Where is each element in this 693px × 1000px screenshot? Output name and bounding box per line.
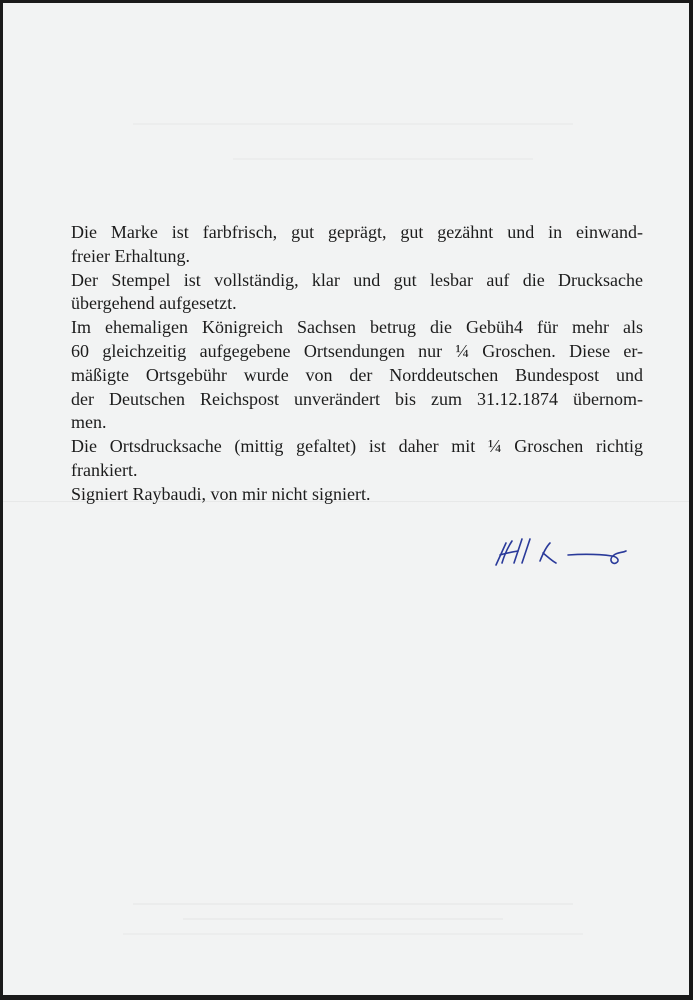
- letter-line: frankiert.: [71, 459, 138, 480]
- show-through-line: [183, 918, 503, 920]
- letter-line: mäßigte Ortsgebühr wurde von der Norddeutschen Bundespost und: [71, 364, 643, 385]
- letter-line: übergehend aufgesetzt.: [71, 293, 237, 314]
- letter-line: 60 gleichzeitig aufgegebene Ortsendungen nur ¼ Groschen. Diese er-: [71, 340, 643, 361]
- show-through-line: [233, 158, 533, 160]
- letter-line: Signiert Raybaudi, von mir nicht signiert.: [71, 483, 371, 504]
- letter-line: Die Ortsdrucksache (mittig gefaltet) ist daher mit ¼ Groschen richtig: [71, 436, 643, 457]
- letter-line: freier Erhaltung.: [71, 245, 190, 266]
- letter-line: Der Stempel ist vollständig, klar und gut lesbar auf die Drucksache: [71, 269, 643, 290]
- letter-line: men.: [71, 412, 107, 433]
- letter-body: [71, 221, 643, 507]
- letter-line: der Deutschen Reichspost unverändert bis zum 31.12.1874 übernom-: [71, 388, 643, 409]
- show-through-line: [123, 933, 583, 935]
- show-through-line: [133, 903, 573, 905]
- letter-sheet: [3, 3, 689, 995]
- letter-line: Im ehemaligen Königreich Sachsen betrug die Gebüh4 für mehr als: [71, 317, 643, 338]
- letter-line: Die Marke ist farbfrisch, gut geprägt, gut gezähnt und in einwand-: [71, 222, 643, 242]
- handwritten-signature: [488, 533, 638, 573]
- show-through-line: [133, 123, 573, 125]
